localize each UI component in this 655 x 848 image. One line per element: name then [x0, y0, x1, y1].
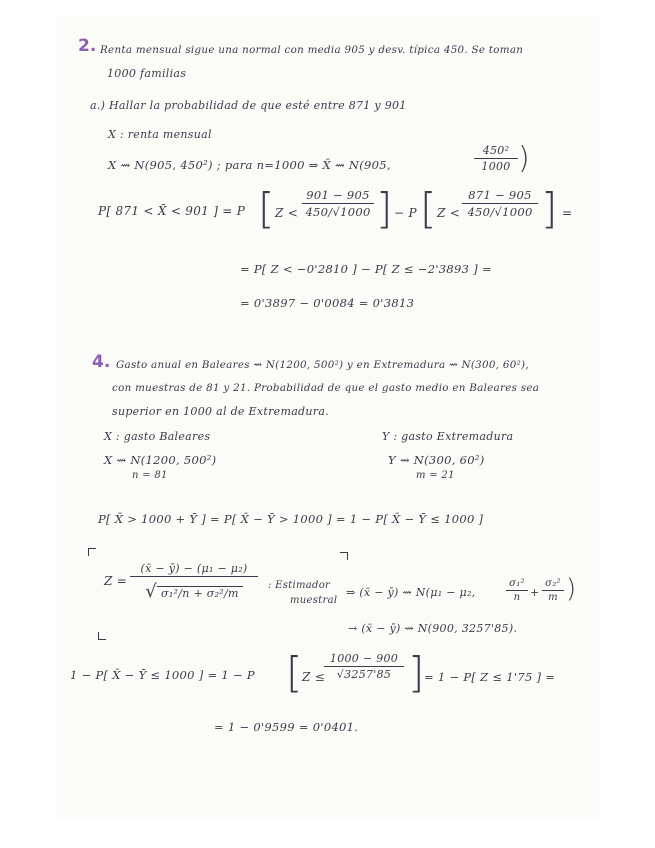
problem-2-number: 2. — [78, 36, 97, 56]
problem-2-result: = 0'3897 − 0'0084 = 0'3813 — [240, 296, 415, 310]
fraction-bar — [462, 203, 538, 204]
z-numerator: (x̄ − ȳ) − (μ₁ − μ₂) — [140, 562, 248, 575]
open-bracket: [ — [258, 184, 275, 233]
final-z-fraction — [324, 652, 404, 681]
problem-4-result: = 1 − 0'9599 = 0'0401. — [214, 720, 359, 734]
plus-sign: + — [530, 586, 540, 599]
corner-mark — [340, 552, 348, 560]
sigma2-fraction — [542, 578, 564, 603]
problem-2-probability-lhs: P[ 871 < X̄ < 901 ] = P — [98, 204, 246, 218]
problem-2-step-2: = P[ Z < −0'2810 ] − P[ Z ≤ −2'3893 ] = — [240, 262, 492, 276]
open-bracket: [ — [286, 648, 303, 697]
z2-denominator: 450/√1000 — [467, 205, 533, 219]
close-paren: ) — [566, 574, 577, 604]
problem-4-x-distribution: X ⇝ N(1200, 500²) — [104, 453, 217, 467]
fraction-bar — [302, 203, 374, 204]
estimator-label: : Estimador — [268, 580, 331, 591]
z-statistic-fraction — [130, 562, 258, 602]
z1-numerator: 901 − 905 — [306, 188, 370, 202]
problem-4-probability: P[ X̄ > 1000 + Ȳ ] = P[ X̄ − Ȳ > 1000 ] = 1 − P[ X̄ − Ȳ ≤ 1000 ] — [98, 512, 484, 526]
close-bracket: ] — [541, 184, 558, 233]
implication-1: ⇒ (x̄ − ȳ) ⇝ N(μ₁ − μ₂, — [346, 586, 476, 599]
fraction-numerator: σ₂² — [545, 578, 561, 589]
z-less-1: Z < — [275, 206, 299, 220]
corner-mark — [88, 548, 96, 556]
problem-4-y-def: Y : gasto Extremadura — [382, 430, 514, 443]
z1-fraction — [302, 188, 374, 219]
final-numerator: 1000 − 900 — [329, 652, 399, 665]
z-denominator: √ σ₁²/n + σ₂²/m — [130, 581, 258, 602]
z-denominator-radicand: σ₁²/n + σ₂²/m — [157, 586, 243, 600]
problem-2-distribution: X ⇝ N(905, 450²) ; para n=1000 ⇒ X̄ ⇝ N(905, — [108, 158, 391, 172]
problem-4-number: 4. — [92, 352, 111, 372]
z-leq: Z ≤ — [302, 670, 326, 684]
final-lhs: 1 − P[ X̄ − Ȳ ≤ 1000 ] = 1 − P — [70, 668, 255, 682]
fraction-denominator: n — [513, 592, 521, 603]
corner-mark — [98, 632, 106, 640]
close-paren: ) — [518, 141, 530, 176]
problem-2-question-a: a.) Hallar la probabilidad de que esté entre 871 y 901 — [90, 99, 407, 112]
problem-4-y-sample-size: m = 21 — [416, 470, 455, 481]
implication-2: → (x̄ − ȳ) ⇝ N(900, 3257'85). — [348, 622, 518, 635]
fraction-bar — [474, 158, 518, 159]
problem-4-statement-line1: Gasto anual en Baleares ⇝ N(1200, 500²) y en Extremadura ⇝ N(300, 60²), — [116, 359, 529, 371]
problem-2-variable-def: X : renta mensual — [108, 128, 212, 141]
open-bracket: [ — [420, 184, 437, 233]
problem-2-variance-fraction — [474, 144, 518, 173]
problem-4-x-sample-size: n = 81 — [132, 470, 168, 481]
fraction-bar — [324, 666, 404, 667]
equals-sign: = — [562, 206, 573, 220]
final-denominator: √3257'85 — [336, 668, 392, 681]
fraction-denominator: m — [548, 592, 558, 603]
minus-p: − P — [394, 206, 417, 220]
close-bracket: ] — [376, 184, 393, 233]
z1-denominator: 450/√1000 — [305, 205, 371, 219]
problem-4-x-def: X : gasto Baleares — [104, 430, 211, 443]
problem-4-statement-line3: superior en 1000 al de Extremadura. — [112, 405, 329, 418]
fraction-bar — [506, 590, 528, 591]
z-lhs: Z = — [104, 574, 128, 588]
fraction-bar — [542, 590, 564, 591]
fraction-denominator: 1000 — [481, 160, 511, 173]
problem-4-statement-line2: con muestras de 81 y 21. Probabilidad de que el gasto medio en Baleares sea — [112, 382, 540, 394]
fraction-bar — [130, 576, 258, 577]
sigma1-fraction — [506, 578, 528, 603]
fraction-numerator: σ₁² — [509, 578, 525, 589]
problem-2-statement-line1: Renta mensual sigue una normal con media 905 y desv. típica 450. Se toman — [100, 44, 524, 56]
problem-2-statement-line2: 1000 familias — [107, 67, 187, 80]
z2-numerator: 871 − 905 — [468, 188, 532, 202]
z-less-2: Z < — [437, 206, 461, 220]
estimator-label-2: muestral — [290, 595, 338, 606]
fraction-numerator: 450² — [482, 144, 510, 157]
problem-4-y-distribution: Y ⇝ N(300, 60²) — [388, 453, 485, 467]
close-bracket: ] — [408, 648, 425, 697]
final-rhs: = 1 − P[ Z ≤ 1'75 ] = — [424, 670, 556, 684]
z2-fraction — [462, 188, 538, 219]
